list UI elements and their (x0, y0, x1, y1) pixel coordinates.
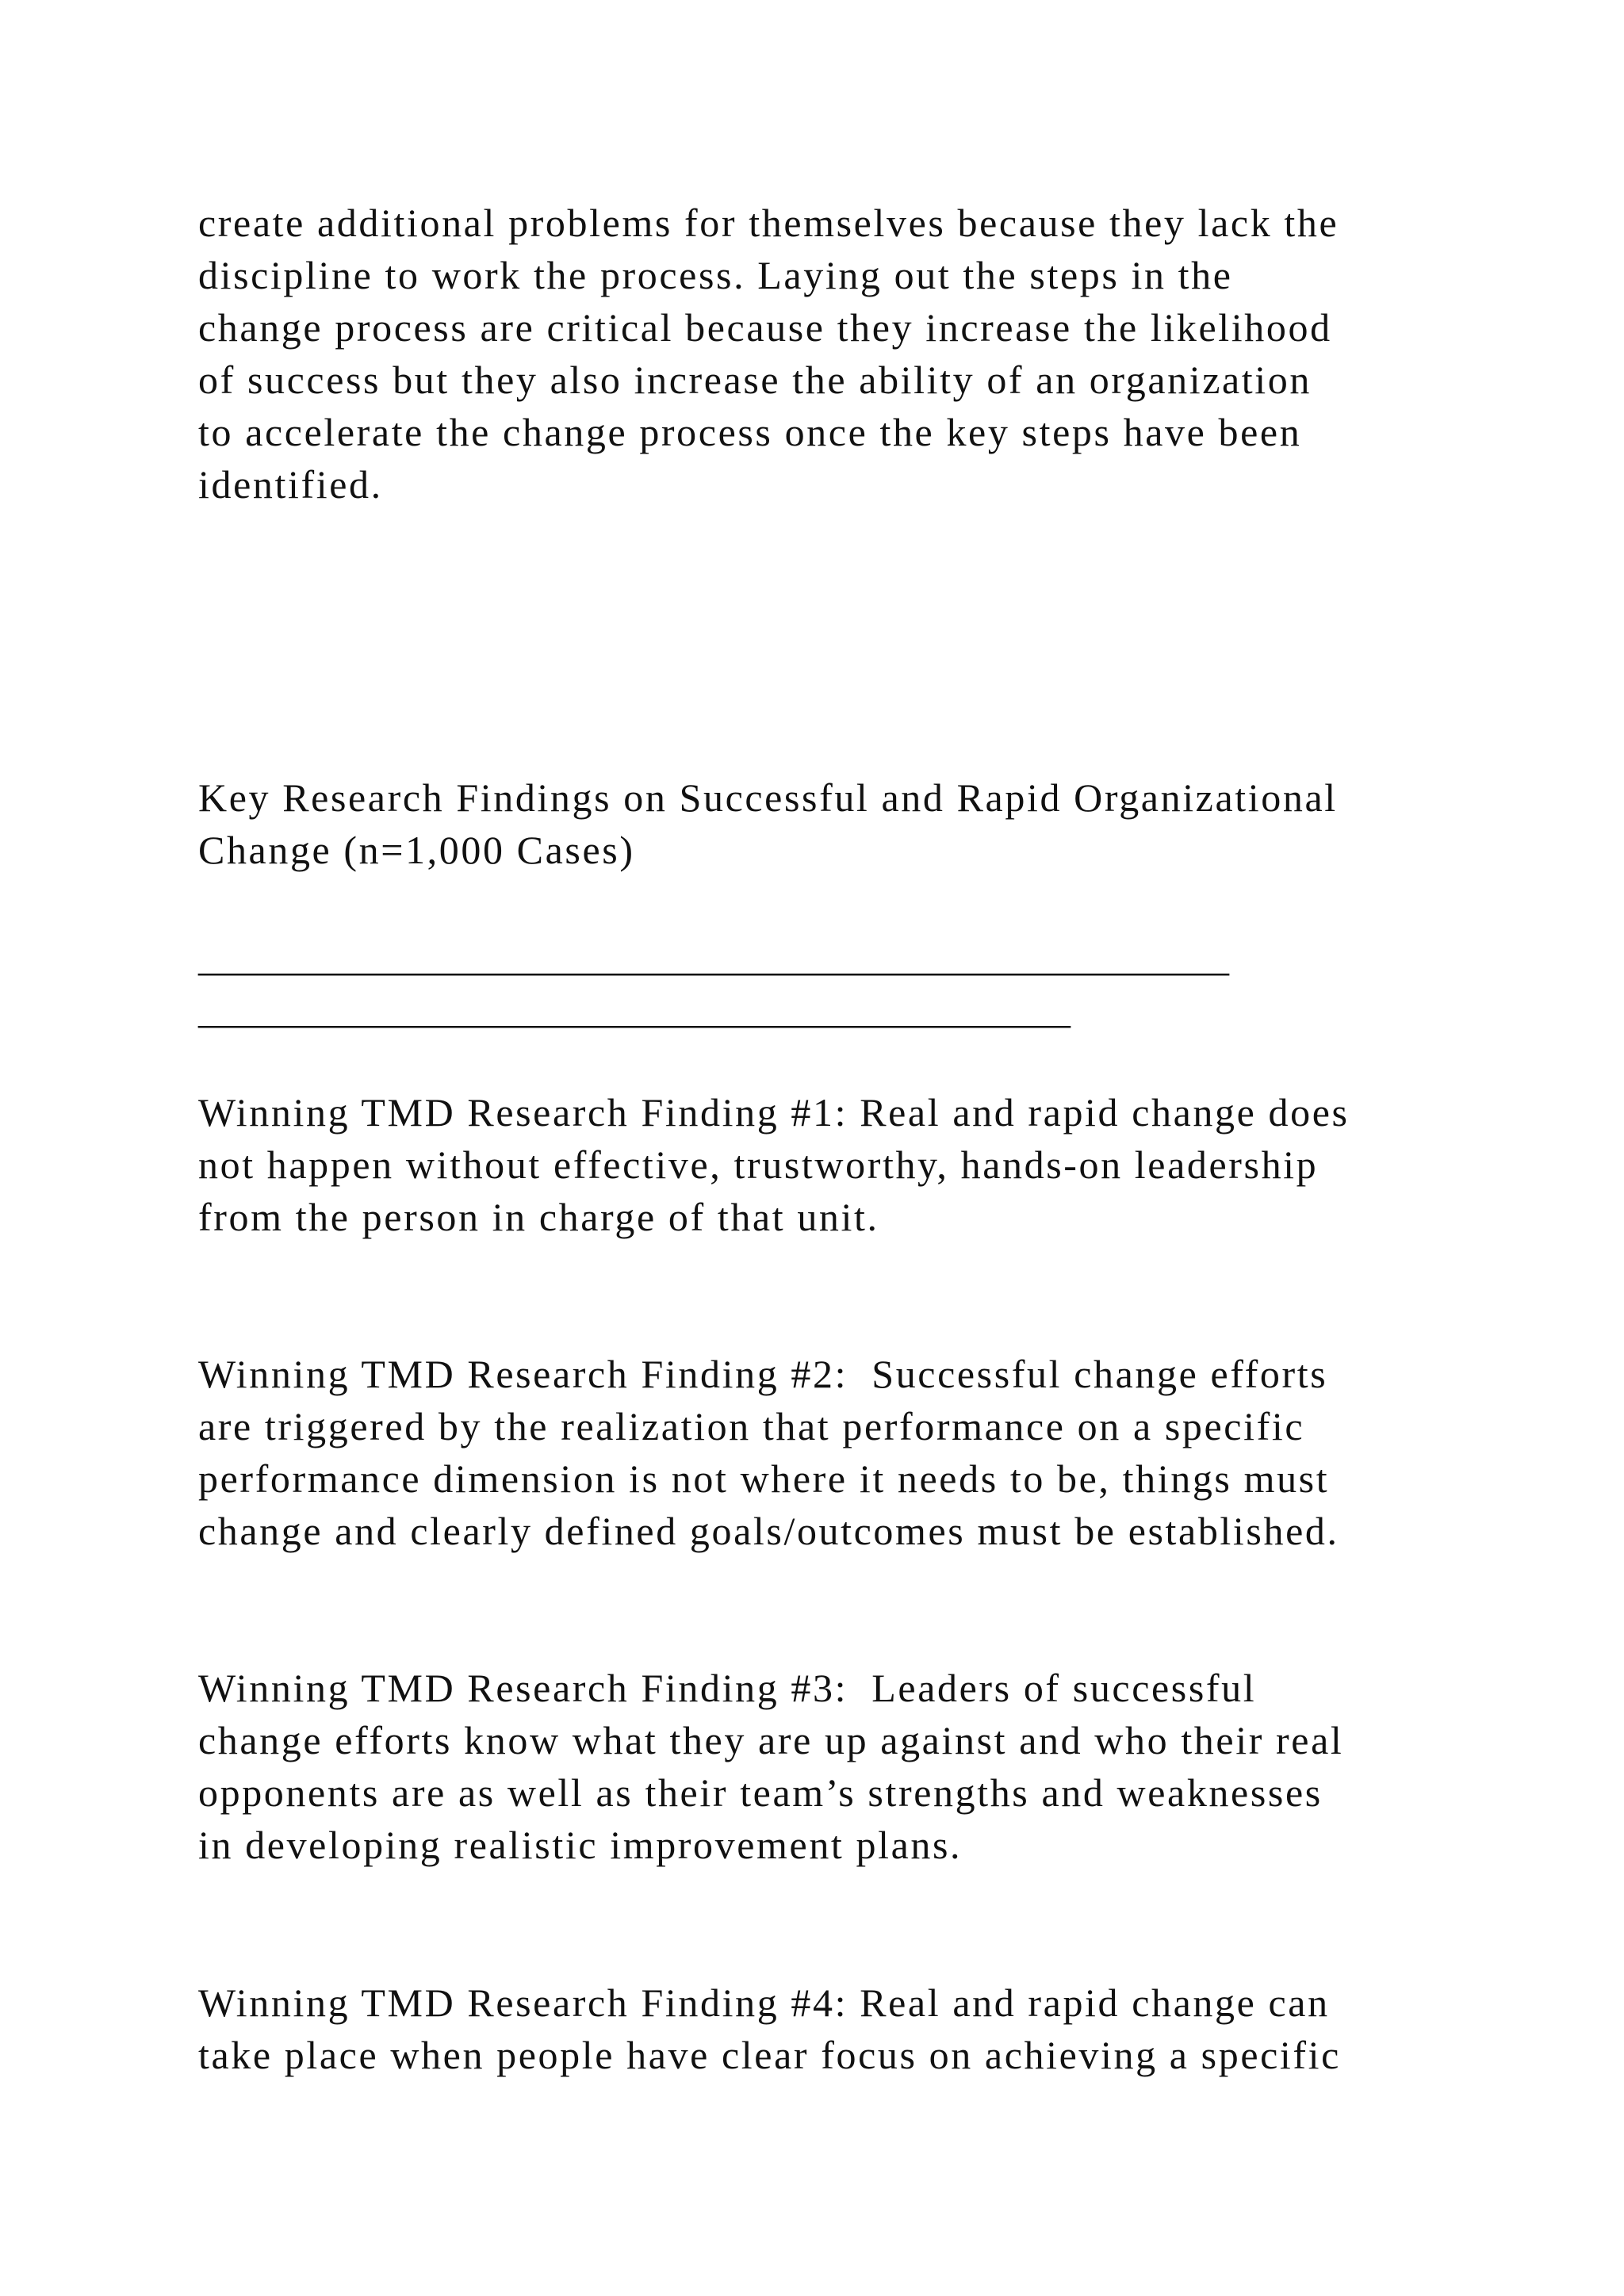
finding-line: Winning TMD Research Finding #2: Successful change efforts (198, 1352, 1328, 1396)
heading-line: Change (n=1,000 Cases) (198, 828, 635, 872)
intro-paragraph (198, 197, 1546, 511)
finding-line: Winning TMD Research Finding #3: Leaders of successful (198, 1666, 1257, 1710)
finding-line: opponents are as well as their team’s strengths and weaknesses (198, 1770, 1323, 1815)
intro-line: create additional problems for themselves because they lack the (198, 201, 1339, 245)
section-heading (198, 771, 1546, 876)
finding-line: Winning TMD Research Finding #1: Real and rapid change does (198, 1090, 1350, 1135)
finding-1 (198, 1086, 1546, 1243)
intro-line: discipline to work the process. Laying out the steps in the (198, 253, 1233, 297)
finding-4 (198, 1976, 1546, 2081)
intro-line: identified. (198, 462, 383, 507)
intro-line: change process are critical because they increase the likelihood (198, 305, 1332, 350)
intro-line: of success but they also increase the ability of an organization (198, 358, 1312, 402)
intro-line: to accelerate the change process once the key steps have been (198, 410, 1302, 454)
separator-line: ____________________________________________________ (198, 935, 1229, 979)
finding-line: are triggered by the realization that performance on a specific (198, 1404, 1305, 1448)
heading-line: Key Research Findings on Successful and Rapid Organizational (198, 775, 1338, 820)
finding-2 (198, 1348, 1546, 1557)
separator-line: ____________________________________________ (198, 987, 1071, 1031)
finding-line: not happen without effective, trustworthy, hands-on leadership (198, 1142, 1319, 1187)
finding-line: change efforts know what they are up against and who their real (198, 1718, 1344, 1762)
finding-line: change and clearly defined goals/outcomes must be established. (198, 1509, 1339, 1553)
finding-line: take place when people have clear focus on achieving a specific (198, 2033, 1341, 2077)
finding-line: in developing realistic improvement plans. (198, 1823, 963, 1867)
separator-rule (198, 931, 1546, 1035)
finding-line: from the person in charge of that unit. (198, 1195, 879, 1239)
finding-3 (198, 1662, 1546, 1871)
finding-line: Winning TMD Research Finding #4: Real and rapid change can (198, 1980, 1330, 2025)
finding-line: performance dimension is not where it needs to be, things must (198, 1456, 1330, 1501)
